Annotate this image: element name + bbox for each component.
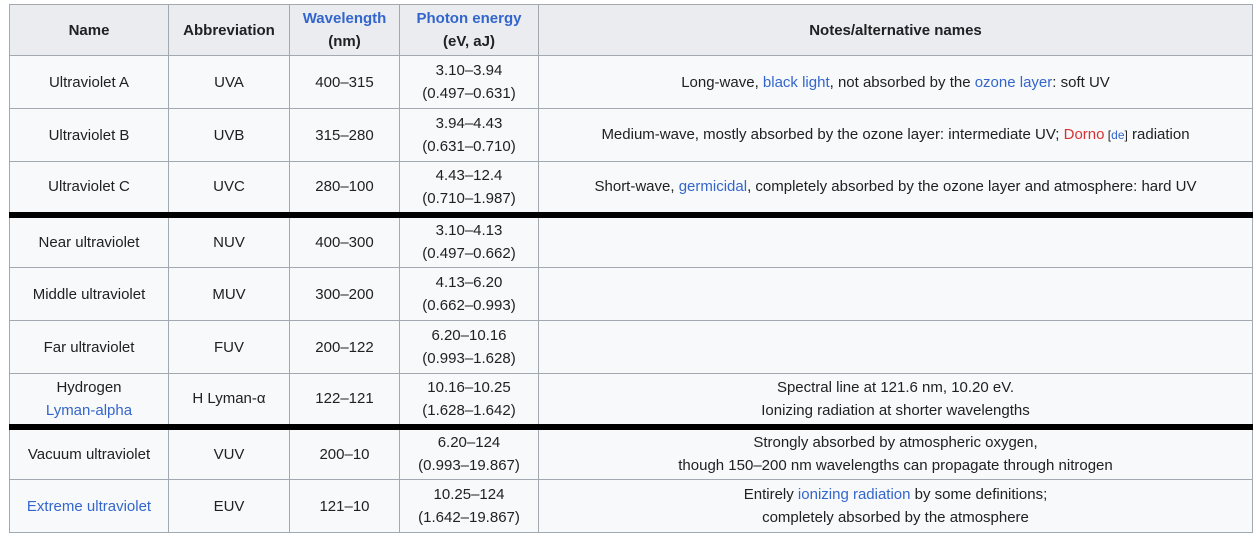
cell-abbreviation: UVA	[169, 56, 290, 109]
energy-aj: (1.628–1.642)	[422, 401, 516, 419]
cell-wavelength: 122–121	[290, 374, 400, 427]
energy-aj: (0.631–0.710)	[422, 138, 516, 155]
cell-name	[10, 480, 169, 533]
energy-ev: 10.16–10.25	[427, 378, 511, 396]
ozone-layer-link[interactable]: ozone layer	[974, 73, 1053, 91]
de-wiki-link[interactable]: de	[1111, 128, 1125, 142]
cell-energy	[400, 480, 539, 533]
energy-ev: 10.25–124	[433, 486, 505, 503]
cell-abbreviation: MUV	[169, 268, 290, 321]
cell-wavelength: 400–315	[290, 56, 400, 109]
table-row	[10, 215, 1253, 268]
cell-abbreviation: UVB	[169, 109, 290, 162]
cell-abbreviation: H Lyman-α	[169, 374, 290, 427]
uv-subtypes-table-container	[9, 4, 1252, 533]
energy-aj: (0.993–1.628)	[422, 350, 516, 367]
energy-ev: 4.43–12.4	[435, 166, 503, 184]
energy-ev: 3.94–4.43	[435, 115, 503, 132]
header-abbreviation[interactable]: Abbreviation	[169, 5, 290, 56]
cell-wavelength: 200–122	[290, 321, 400, 374]
cell-wavelength: 315–280	[290, 109, 400, 162]
cell-notes	[539, 427, 1253, 480]
cell-energy	[400, 321, 539, 374]
table-row	[10, 109, 1253, 162]
header-wavelength[interactable]	[290, 5, 400, 56]
cell-abbreviation: NUV	[169, 215, 290, 268]
table-row	[10, 321, 1253, 374]
black-light-link[interactable]: black light	[762, 73, 830, 91]
cell-notes	[539, 215, 1253, 268]
cell-notes	[539, 162, 1253, 215]
notes-text: by some definitions;	[910, 486, 1048, 503]
energy-aj: (0.497–0.631)	[422, 85, 516, 102]
cell-energy	[400, 215, 539, 268]
energy-ev: 3.10–3.94	[435, 62, 503, 79]
header-photon-energy[interactable]	[400, 5, 539, 56]
cell-notes	[539, 374, 1253, 427]
cell-name: Far ultraviolet	[10, 321, 169, 374]
header-row	[10, 5, 1253, 56]
cell-notes	[539, 480, 1253, 533]
cell-name: Vacuum ultraviolet	[10, 427, 169, 480]
cell-wavelength: 280–100	[290, 162, 400, 215]
cell-wavelength: 400–300	[290, 215, 400, 268]
uv-subtypes-table	[9, 4, 1253, 533]
cell-abbreviation: UVC	[169, 162, 290, 215]
energy-ev: 3.10–4.13	[435, 222, 503, 240]
notes-text: Ionizing radiation at shorter wavelengths	[761, 401, 1030, 419]
energy-aj: (0.710–1.987)	[422, 189, 516, 207]
interlanguage-link	[1104, 128, 1127, 142]
energy-aj: (0.497–0.662)	[422, 245, 516, 263]
cell-wavelength: 200–10	[290, 427, 400, 480]
ionizing-radiation-link[interactable]: ionizing radiation	[797, 486, 911, 503]
cell-energy	[400, 268, 539, 321]
notes-text: completely absorbed by the atmosphere	[762, 509, 1029, 526]
notes-text: , completely absorbed by the ozone layer and atmosphere: hard UV	[747, 178, 1197, 196]
wavelength-link[interactable]: Wavelength	[302, 10, 387, 27]
lyman-alpha-link[interactable]: Lyman-alpha	[45, 401, 133, 419]
name-text: Hydrogen	[56, 378, 122, 396]
cell-energy	[400, 56, 539, 109]
wavelength-unit: (nm)	[328, 33, 361, 50]
cell-wavelength: 121–10	[290, 480, 400, 533]
table-row	[10, 374, 1253, 427]
notes-text: though 150–200 nm wavelengths can propagate through nitrogen	[678, 457, 1113, 475]
cell-name: Near ultraviolet	[10, 215, 169, 268]
notes-text: Strongly absorbed by atmospheric oxygen,	[753, 434, 1038, 452]
bracket-close: ]	[1124, 128, 1128, 142]
cell-name: Ultraviolet B	[10, 109, 169, 162]
notes-text: Spectral line at 121.6 nm, 10.20 eV.	[776, 378, 1015, 396]
notes-line	[543, 483, 1248, 506]
table-row	[10, 162, 1253, 215]
notes-text: Short-wave,	[594, 178, 679, 196]
table-row	[10, 427, 1253, 480]
cell-notes	[539, 268, 1253, 321]
cell-name: Middle ultraviolet	[10, 268, 169, 321]
cell-abbreviation: EUV	[169, 480, 290, 533]
energy-ev: 6.20–124	[437, 434, 501, 452]
cell-abbreviation: FUV	[169, 321, 290, 374]
cell-notes	[539, 321, 1253, 374]
energy-aj: (0.662–0.993)	[422, 297, 516, 314]
table-row	[10, 268, 1253, 321]
table-row	[10, 480, 1253, 533]
germicidal-link[interactable]: germicidal	[678, 178, 748, 196]
cell-notes	[539, 109, 1253, 162]
notes-text: : soft UV	[1052, 73, 1110, 91]
notes-text: Long-wave,	[681, 73, 763, 91]
energy-ev: 4.13–6.20	[435, 274, 503, 291]
notes-text: , not absorbed by the	[829, 73, 975, 91]
cell-name: Ultraviolet C	[10, 162, 169, 215]
header-name[interactable]: Name	[10, 5, 169, 56]
photon-energy-unit: (eV, aJ)	[443, 33, 495, 50]
cell-wavelength: 300–200	[290, 268, 400, 321]
notes-text: radiation	[1127, 126, 1190, 143]
cell-name	[10, 374, 169, 427]
photon-energy-link[interactable]: Photon energy	[416, 10, 522, 27]
dorno-redlink[interactable]: Dorno	[1063, 126, 1105, 143]
cell-energy	[400, 109, 539, 162]
table-row	[10, 56, 1253, 109]
cell-notes	[539, 56, 1253, 109]
energy-ev: 6.20–10.16	[431, 327, 507, 344]
energy-aj: (1.642–19.867)	[418, 509, 520, 526]
cell-energy	[400, 427, 539, 480]
cell-abbreviation: VUV	[169, 427, 290, 480]
notes-text: Medium-wave, mostly absorbed by the ozone layer: intermediate UV;	[601, 126, 1064, 143]
cell-name: Ultraviolet A	[10, 56, 169, 109]
energy-aj: (0.993–19.867)	[418, 457, 520, 475]
extreme-ultraviolet-link[interactable]: Extreme ultraviolet	[26, 497, 152, 515]
cell-energy	[400, 374, 539, 427]
header-notes[interactable]: Notes/alternative names	[539, 5, 1253, 56]
notes-text: Entirely	[743, 486, 798, 503]
cell-energy	[400, 162, 539, 215]
bracket-open: [	[1104, 128, 1112, 142]
